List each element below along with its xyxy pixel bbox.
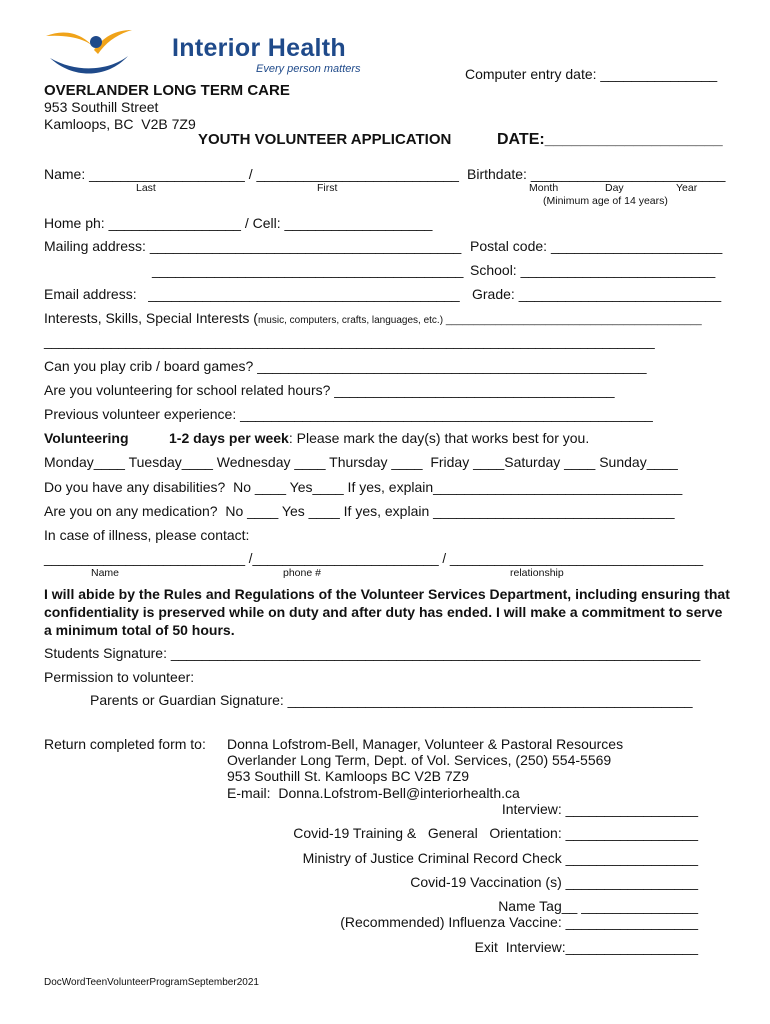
logo-tagline: Every person matters <box>256 63 361 75</box>
return-label: Return completed form to: <box>44 736 206 752</box>
board-games-field[interactable]: Can you play crib / board games? __________________________________________________ <box>44 358 647 374</box>
year-caption: Year <box>676 182 698 194</box>
date-field[interactable]: DATE:____________________ <box>497 131 723 148</box>
form-title: YOUTH VOLUNTEER APPLICATION <box>198 131 452 148</box>
influenza-vaccine-field[interactable]: (Recommended) Influenza Vaccine: _________________ <box>340 914 698 930</box>
first-name-caption: First <box>317 182 338 194</box>
exit-interview-field[interactable]: Exit Interview:_________________ <box>474 939 698 955</box>
return-email: E-mail: Donna.Lofstrom-Bell@interiorhealth.ca <box>227 785 520 801</box>
mailing-address-line-2[interactable]: ________________________________________ <box>152 262 464 278</box>
return-address-line-2: Overlander Long Term, Dept. of Vol. Services, (250) 554-5569 <box>227 752 612 768</box>
postal-code-field[interactable]: Postal code: ______________________ <box>470 238 723 254</box>
logo-swoosh-icon <box>44 24 134 84</box>
name-field[interactable]: Name: ____________________ / __________________________ <box>44 166 459 182</box>
emergency-phone-caption: phone # <box>283 567 321 579</box>
emergency-contact-field[interactable]: ___________________________ /_________________________ / __________________________________ <box>44 551 704 566</box>
interests-examples: music, computers, crafts, languages, etc.) ______________________________________________ <box>257 315 702 326</box>
organization-name: OVERLANDER LONG TERM CARE <box>44 82 290 99</box>
emergency-relationship-caption: relationship <box>510 567 564 579</box>
medication-field[interactable]: Are you on any medication? No ____ Yes ____ If yes, explain _______________________________ <box>44 503 675 519</box>
previous-experience-field[interactable]: Previous volunteer experience: _____________________________________________________ <box>44 406 653 422</box>
interests-field[interactable] <box>44 310 702 326</box>
computer-entry-date: Computer entry date: _______________ <box>465 66 718 82</box>
mailing-address-field[interactable]: Mailing address: ________________________________________ <box>44 238 462 254</box>
volunteering-label: Volunteering <box>44 430 129 446</box>
phone-field[interactable]: Home ph: _________________ / Cell: ___________________ <box>44 215 433 231</box>
month-caption: Month <box>529 182 559 194</box>
interview-field[interactable]: Interview: _________________ <box>501 801 698 817</box>
interests-line-2[interactable]: __________________________________________________________________________________ <box>44 334 655 349</box>
return-address-line-1: Donna Lofstrom-Bell, Manager, Volunteer & Pastoral Resources <box>227 736 624 752</box>
criminal-record-field[interactable]: Ministry of Justice Criminal Record Check _________________ <box>302 850 698 866</box>
return-address-line-3: 953 Southill St. Kamloops BC V2B 7Z9 <box>227 768 470 784</box>
interior-health-logo <box>44 24 364 84</box>
student-signature-field[interactable]: Students Signature: ____________________________________________________________________ <box>44 645 701 661</box>
days-selection-field[interactable]: Monday____ Tuesday____ Wednesday ____ Thursday ____ Friday ____Saturday ____ Sunday____ <box>44 454 678 470</box>
covid-training-field[interactable]: Covid-19 Training & General Orientation: _________________ <box>293 825 698 841</box>
grade-field[interactable]: Grade: __________________________ <box>472 286 722 302</box>
interests-label: Interests, Skills, Special Interests ( <box>44 310 258 326</box>
logo-name: Interior Health <box>172 34 346 62</box>
volunteering-instruction <box>169 430 589 446</box>
address-line-2: Kamloops, BC V2B 7Z9 <box>44 116 196 132</box>
parent-signature-field[interactable]: Parents or Guardian Signature: ____________________________________________________ <box>90 692 693 708</box>
document-footer: DocWordTeenVolunteerProgramSeptember2021 <box>44 977 259 988</box>
address-line-1: 953 Southill Street <box>44 99 159 115</box>
permission-label: Permission to volunteer: <box>44 669 195 685</box>
emergency-name-caption: Name <box>91 567 120 579</box>
disabilities-field[interactable]: Do you have any disabilities? No ____ Yes____ If yes, explain________________________________ <box>44 479 683 495</box>
school-field[interactable]: School: _________________________ <box>470 262 716 278</box>
last-name-caption: Last <box>136 182 156 194</box>
email-field[interactable]: Email address: ________________________________________ <box>44 286 460 302</box>
emergency-contact-label: In case of illness, please contact: <box>44 527 250 543</box>
school-hours-field[interactable]: Are you volunteering for school related hours? ____________________________________ <box>44 382 615 398</box>
day-caption: Day <box>605 182 624 194</box>
minimum-age-note: (Minimum age of 14 years) <box>543 195 668 207</box>
volunteer-agreement: I will abide by the Rules and Regulations of the Volunteer Services Department, including ensuring that confidentiality is preserved while on duty and after duty has ended. I will make a commitment to serve a minimum total of 50 hours. <box>44 586 730 638</box>
days-per-week: 1-2 days per week <box>169 430 289 446</box>
birthdate-field[interactable]: Birthdate: _________________________ <box>467 166 726 182</box>
name-tag-field[interactable]: Name Tag__ _______________ <box>498 898 698 914</box>
volunteering-instruction-text: : Please mark the day(s) that works best for you. <box>288 430 590 446</box>
covid-vaccination-field[interactable]: Covid-19 Vaccination (s) _________________ <box>410 874 698 890</box>
